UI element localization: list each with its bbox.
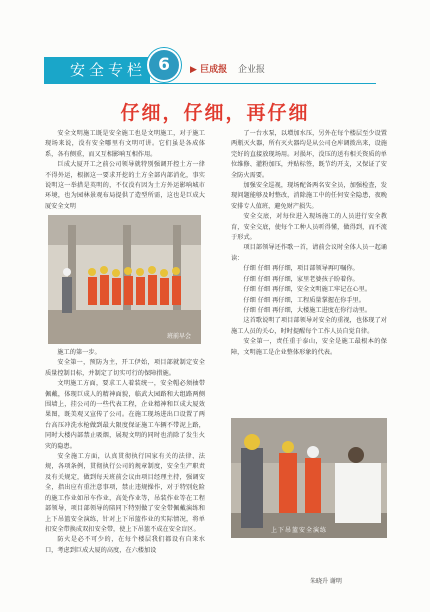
paragraph: 仔细 仔细 再仔细，项目部领导再叮嘱你。 bbox=[243, 265, 359, 273]
paragraph: 安全文明施工既是安全施工也是文明施工，对于施工现场来说，没有安全哪里有文明可讲。它们虽是各成体系，各有侧重，而又互相影响互相作用。 bbox=[45, 130, 205, 158]
column-number-badge: 6 bbox=[147, 48, 181, 82]
paragraph: 仔细 仔细 再仔细，安全文明施工牢记在心里。 bbox=[243, 286, 372, 294]
newspaper-logo bbox=[190, 62, 227, 75]
column-title: 安全专栏 bbox=[70, 61, 147, 79]
photo2-caption: 上下吊篮安全演练 bbox=[271, 527, 328, 534]
photo-gondola-drill bbox=[231, 418, 387, 538]
paragraph: 安全施工方面，认真贯彻执行国家有关的法律、法规，各项条例，贯彻执行公司的规章制度，安全生产职责及有关规定，做到每天班前会议由项目经理主持，强调安全，指出应有重注意事项，禁止违规操作，对于特别危险的施工作业如吊车作业，高处作业等，吊装作业等在工程部领导，项目部领导的陪同下特别做了安全带佩戴演练和上下吊篮安全演练，针对上下吊篮作业的实际情况，将单扣安全带换成双扣安全带，使上下吊篮不成在安全盲区。 bbox=[45, 453, 205, 533]
paragraph: 安全交底，对每位进入现场施工的人员进行安全教育，安全交底，使每个工种人员听得懂，做得到，而不流于形式。 bbox=[231, 213, 387, 242]
left-column-top bbox=[45, 129, 205, 212]
morning-meeting-illustration bbox=[48, 215, 201, 344]
header-divider bbox=[44, 83, 376, 84]
logo-arrow-icon: ▶ bbox=[190, 65, 197, 75]
photo-morning-meeting bbox=[48, 215, 201, 344]
paragraph: 安全第一，预防为主，开工伊始，项目部就制定安全质量控制目标，并制定了切实可行的保障措施。 bbox=[45, 359, 205, 377]
paragraph: 仔细 仔细 再仔细，工程质量掌握在你手里。 bbox=[243, 296, 365, 304]
paragraph: 防火是必不可少的，在每个楼层我们都设有自来水口，考虑到巨成大厦的高度，在六楼加设 bbox=[45, 536, 205, 554]
gondola-drill-illustration bbox=[231, 418, 387, 538]
paragraph: 加强安全巡视，现场配备两名安全员，加强检查，发现问题能够及时整改，消除施工中的任何安全隐患，夜晚安排专人值班，避免财产损失。 bbox=[231, 182, 387, 210]
logo-text: 巨成报 bbox=[200, 65, 228, 75]
paragraph: 安全第一，责任重于泰山，安全是施工最根本的保障，文明施工是企业整体形象的代表。 bbox=[231, 338, 387, 356]
paragraph: 施工的第一步。 bbox=[57, 349, 101, 356]
right-column bbox=[231, 129, 387, 358]
left-column-bottom bbox=[45, 348, 205, 556]
article-headline: 仔细，仔细，再仔细 bbox=[120, 102, 310, 124]
author-byline: 朱晓升 谢明 bbox=[310, 578, 342, 585]
paragraph: 项目部领导还作歌一首，请前会议时全体人员一起诵读： bbox=[231, 244, 387, 262]
paragraph: 文明施工方面，要求工人着装统一，安全帽必须抽带佩戴，体现巨成人的精神面貌，临武大园路和大组路两侧围墙上，挂公司的一些代表工程，企业精神和巨成大厦效果图，既美观又宣传了公司。在施工现场进出口设置了两台高压冲洗水枪做到最大限度保证施工车辆不带泥上路，同时大楼内部禁止吸烟，展现文明的同时也消除了发生火灾的隐患。 bbox=[45, 380, 205, 450]
paragraph: 巨成大厦开工之前公司领导就特别强调开控土方一律不得外运，根据这一要求开挖的土方全部内部消化，事实说明这一举措是英明的，不仅没有因为土方外运影响城市环境，也为园林景观布局提供了造型所需，这也是巨成大厦安全文明 bbox=[45, 161, 205, 210]
newspaper-subtitle: 企业报 bbox=[238, 65, 266, 75]
paragraph: 仔细 仔细 再仔细，大楼施工进度在你行动里。 bbox=[243, 306, 372, 314]
paragraph: 这首歌说明了项目部领导对安全的重视，也体现了对施工人员的关心，时时提醒每个工作人员自觉自律。 bbox=[231, 317, 387, 335]
paragraph: 仔细 仔细 再仔细，家里老婆孩子盼着你。 bbox=[243, 275, 359, 283]
photo1-caption: 班前早会 bbox=[166, 333, 191, 340]
paragraph: 了一台水泵，以增加水压，另外在每个楼层至少设置两瓶灭火器，所有灭火器均是从公司仓库调拨出来，设施完好的直接放现场用。对损坏，没压的送有相关资质的单位维修、灌粉加压，并贴标签，既节约开支，又保证了安全防火需要。 bbox=[231, 130, 387, 179]
